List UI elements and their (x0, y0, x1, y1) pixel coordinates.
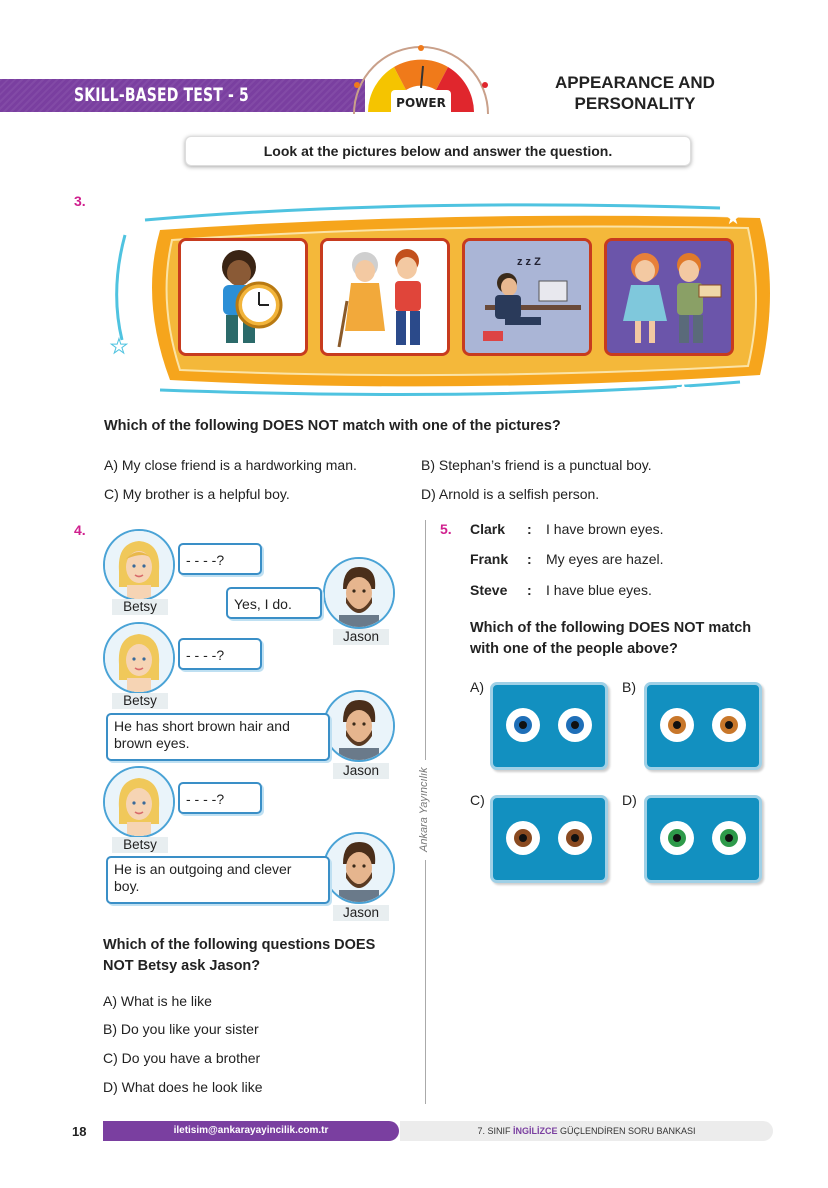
steve-statement: I have blue eyes. (546, 582, 652, 598)
q5-number: 5. (440, 521, 452, 537)
q5-option-d-label[interactable]: D) (622, 792, 637, 808)
q3-option-d[interactable]: D) Arnold is a selfish person. (421, 486, 600, 502)
jason-avatar (323, 557, 395, 629)
q3-option-a[interactable]: A) My close friend is a hardworking man. (104, 457, 357, 473)
betsy-name-tag: Betsy (112, 693, 168, 709)
book-title-subject: İNGİLİZCE (512, 1126, 558, 1136)
svg-text:z z Z: z z Z (517, 256, 541, 268)
person-name-steve: Steve (470, 582, 508, 598)
betsy-speech-bubble-2: - - - -? (178, 638, 262, 670)
betsy-avatar (103, 529, 175, 601)
jason-speech-bubble-1: Yes, I do. (226, 587, 322, 619)
publisher-watermark: Ankara Yayıncılık (418, 760, 434, 860)
q4-option-b[interactable]: B) Do you like your sister (103, 1021, 259, 1037)
betsy-avatar (103, 622, 175, 694)
q4-stem-line-1: Which of the following questions DOES (103, 937, 376, 953)
q4-stem-line-2: NOT Betsy ask Jason? (103, 958, 261, 974)
person-name-clark: Clark (470, 521, 506, 537)
betsy-speech-bubble-1: - - - -? (178, 543, 262, 575)
colon: : (527, 582, 532, 598)
jason-name-tag: Jason (333, 763, 389, 779)
clark-statement: I have brown eyes. (546, 521, 664, 537)
power-gauge-icon (346, 40, 496, 116)
picture-boy-helping-grandmother (320, 238, 450, 356)
gauge-label: POWER (396, 96, 446, 110)
q5-option-d-eyes-icon[interactable] (644, 795, 762, 883)
test-title: SKILL-BASED TEST - 5 (74, 84, 249, 106)
betsy-speech-bubble-3: - - - -? (178, 782, 262, 814)
q5-option-a-label[interactable]: A) (470, 679, 484, 695)
q3-stem: Which of the following DOES NOT match with one of the pictures? (104, 418, 561, 434)
q5-option-c-eyes-icon[interactable] (490, 795, 608, 883)
betsy-name-tag: Betsy (112, 599, 168, 615)
colon: : (527, 521, 532, 537)
q3-number: 3. (74, 193, 86, 209)
picture-boy-with-clock (178, 238, 308, 356)
colon: : (527, 551, 532, 567)
bubble-line: He has short brown hair and (114, 718, 290, 734)
bubble-line: boy. (114, 878, 140, 894)
footer-email[interactable]: iletisim@ankarayayincilik.com.tr (103, 1121, 399, 1141)
jason-speech-bubble-2 (106, 713, 330, 761)
q5-option-a-eyes-icon[interactable] (490, 682, 608, 770)
q4-number: 4. (74, 522, 86, 538)
footer-book-title (400, 1121, 773, 1141)
frank-statement: My eyes are hazel. (546, 551, 664, 567)
q3-option-b[interactable]: B) Stephan’s friend is a punctual boy. (421, 457, 652, 473)
person-name-frank: Frank (470, 551, 509, 567)
q5-option-b-eyes-icon[interactable] (644, 682, 762, 770)
q4-stem (103, 935, 375, 977)
q4-option-c[interactable]: C) Do you have a brother (103, 1050, 261, 1066)
star-icon: ★ (725, 208, 742, 228)
q4-option-a[interactable]: A) What is he like (103, 993, 212, 1009)
bubble-line: He is an outgoing and clever (114, 861, 292, 877)
picture-man-sleeping-at-desk (462, 238, 592, 356)
jason-speech-bubble-3 (106, 856, 330, 904)
bubble-line: brown eyes. (114, 735, 190, 751)
star-icon: ★ (110, 336, 128, 358)
jason-avatar (323, 690, 395, 762)
betsy-name-tag: Betsy (112, 837, 168, 853)
q5-stem-line-1: Which of the following DOES NOT match (470, 620, 752, 636)
instruction-box: Look at the pictures below and answer the question. (185, 136, 691, 166)
star-icon: ★ (675, 379, 692, 399)
q5-stem-line-2: with one of the people above? (470, 641, 678, 657)
q5-option-b-label[interactable]: B) (622, 679, 636, 695)
book-title-post: GÜÇLENDİREN SORU BANKASI (557, 1126, 696, 1136)
jason-avatar (323, 832, 395, 904)
page-number: 18 (72, 1124, 87, 1139)
book-title-pre: 7. SINIF (477, 1126, 513, 1136)
betsy-avatar (103, 766, 175, 838)
jason-name-tag: Jason (333, 905, 389, 921)
topic-line-1: APPEARANCE AND (555, 73, 715, 92)
q4-option-d[interactable]: D) What does he look like (103, 1079, 263, 1095)
topic-title (520, 72, 750, 114)
q3-option-c[interactable]: C) My brother is a helpful boy. (104, 486, 290, 502)
q5-stem (470, 618, 751, 660)
jason-name-tag: Jason (333, 629, 389, 645)
picture-boy-with-cake (604, 238, 734, 356)
topic-line-2: PERSONALITY (574, 94, 696, 113)
q5-option-c-label[interactable]: C) (470, 792, 485, 808)
